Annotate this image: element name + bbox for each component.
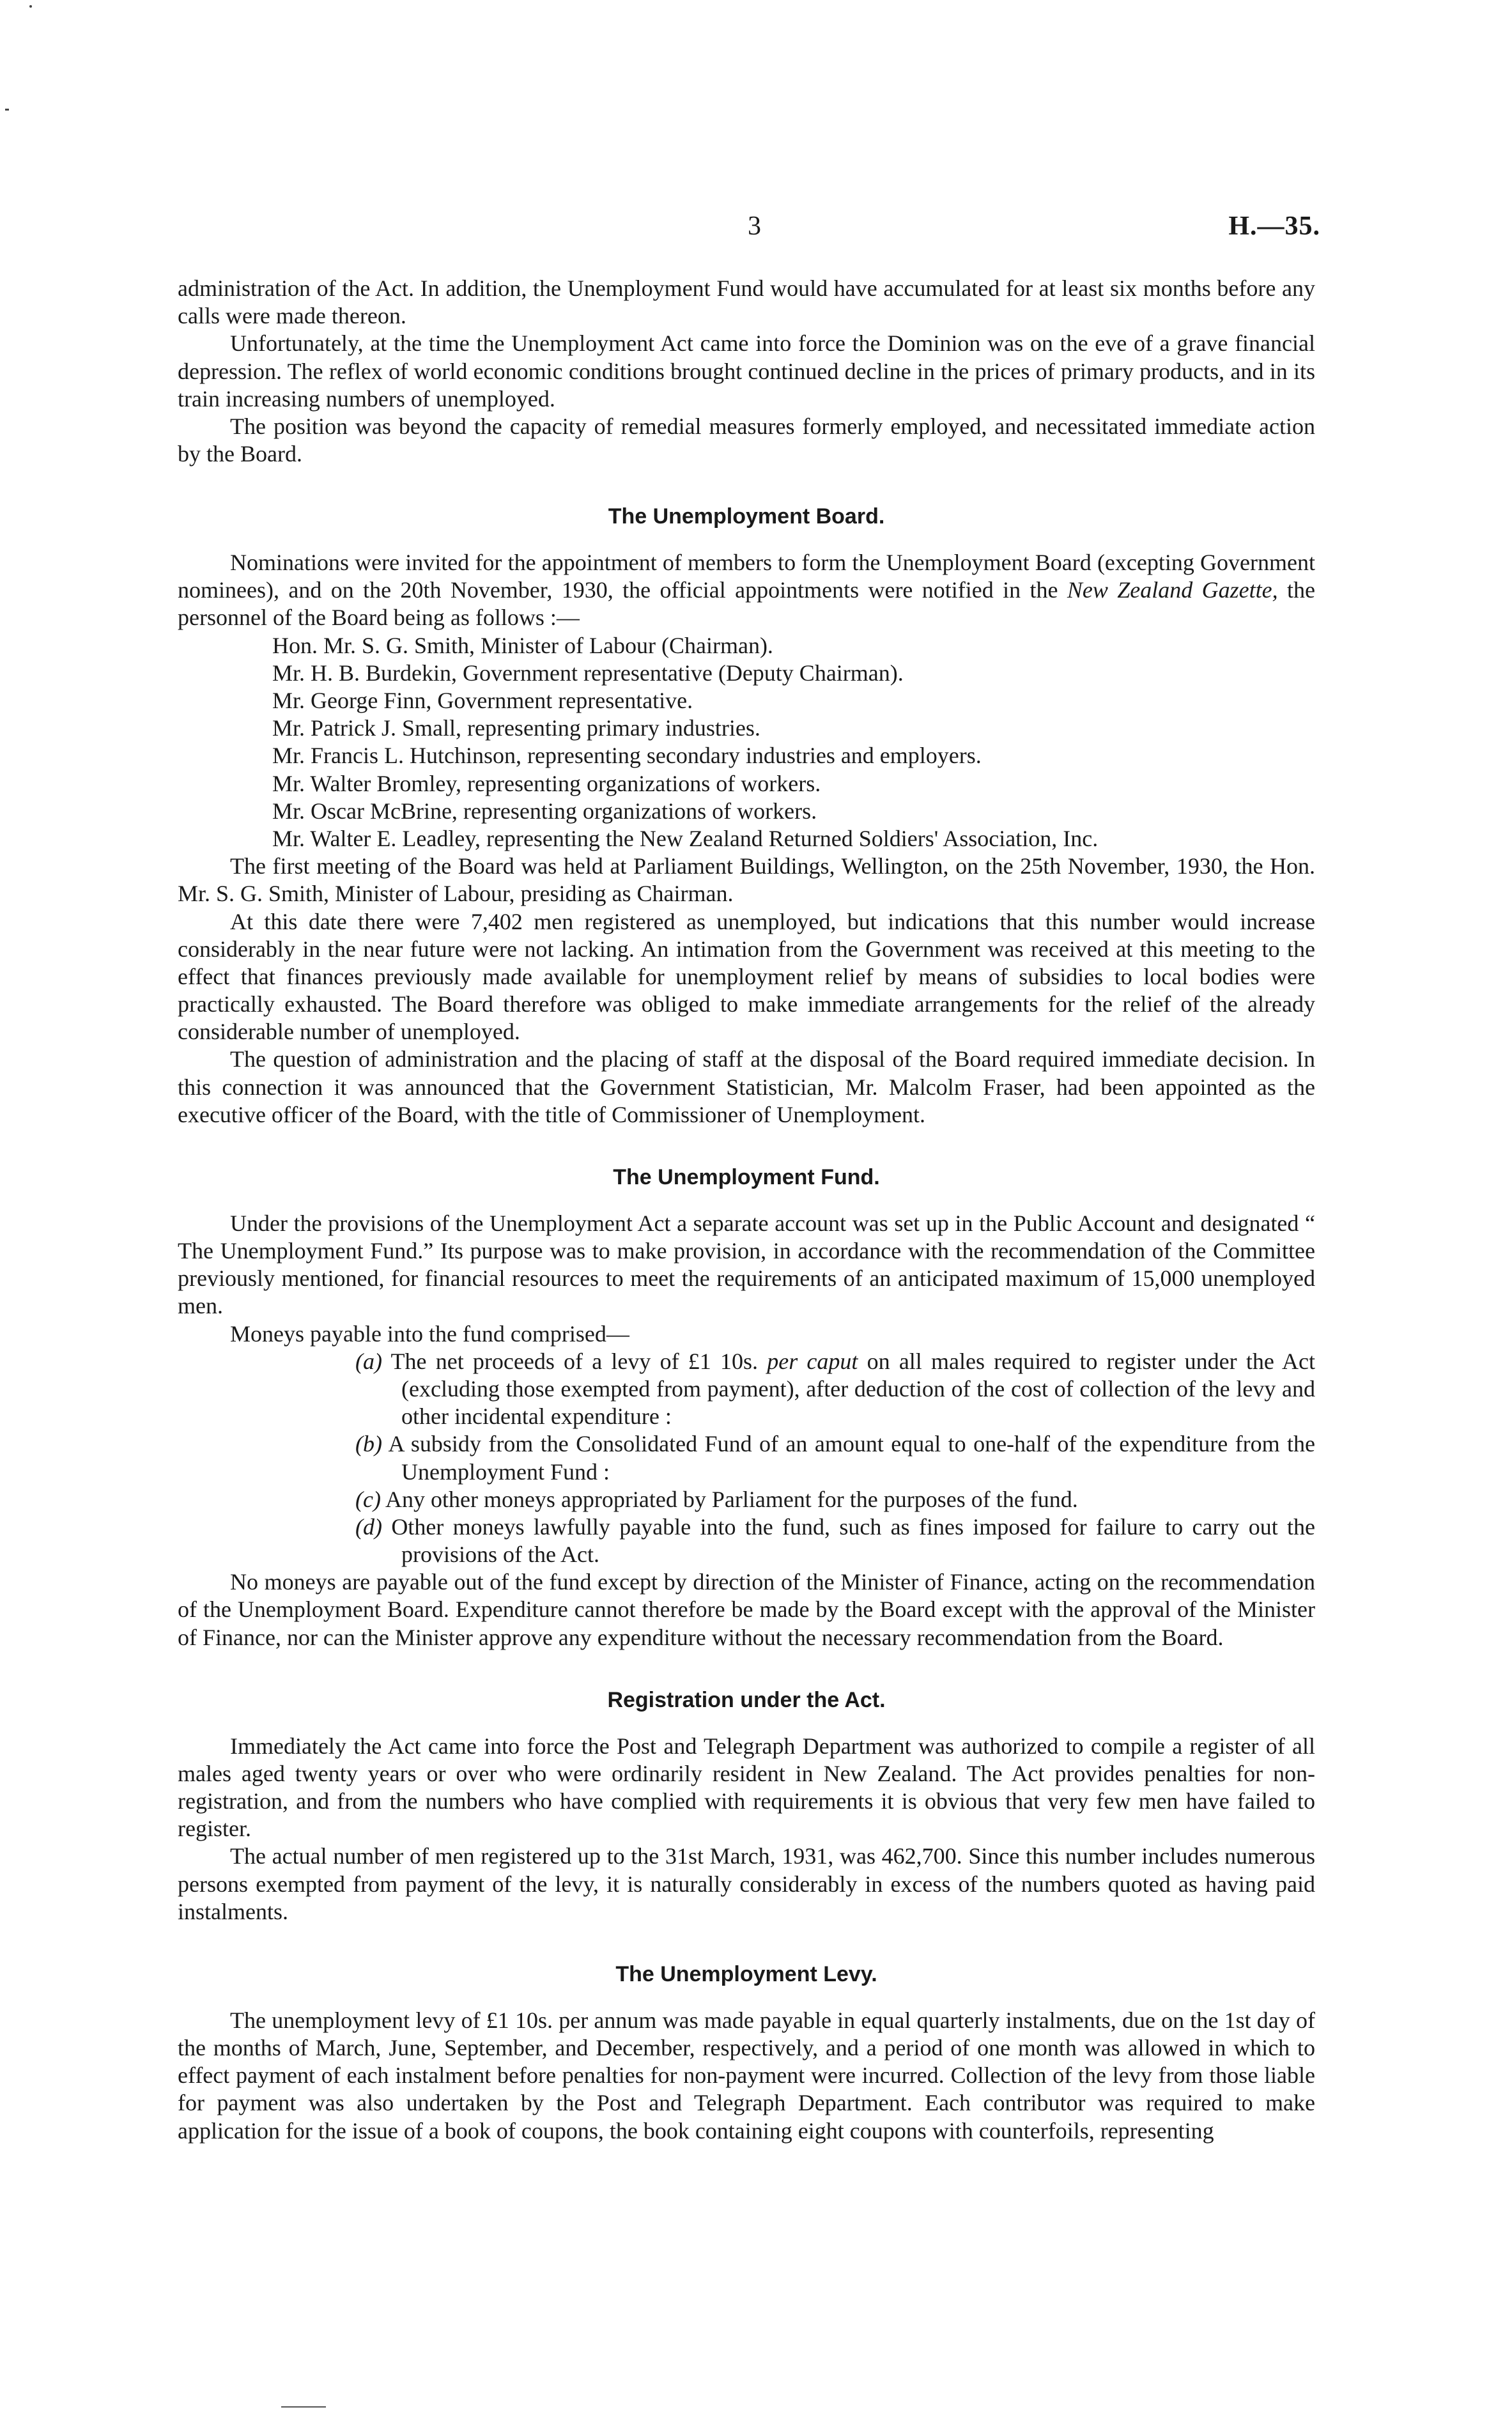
list-item: Mr. George Finn, Government representative. [272, 688, 693, 714]
document-body [178, 275, 1315, 2145]
scan-mark [5, 109, 9, 111]
paragraph: The unemployment levy of £1 10s. per annum was made payable in equal quarterly instalments, due on the 1st day of the months of March, June, September, and December, respectively, and a period of one month was allowed in which to effect payment of each instalment before penalties for non-payment were incurred. Collection of the levy from those liable for payment was also undertaken by the Post and Telegraph Department. Each contributor was required to make application for the issue of a book of coupons, the book containing eight coupons with counterfoils, representing [178, 2007, 1315, 2144]
list-item: Mr. H. B. Burdekin, Government representative (Deputy Chairman). [272, 660, 904, 686]
fund-sources-list [178, 1348, 1315, 1569]
paragraph: The position was beyond the capacity of remedial measures formerly employed, and necessitated immediate action by the Board. [178, 413, 1315, 467]
scan-mark [29, 5, 32, 8]
list-item: Mr. Walter E. Leadley, representing the New Zealand Returned Soldiers' Association, Inc. [272, 825, 1099, 851]
list-item: Mr. Patrick J. Small, representing primary industries. [272, 715, 760, 741]
paragraph: The actual number of men registered up to the 31st March, 1931, was 462,700. Since this number includes numerous persons exempted from payment of the levy, it is naturally considerably in excess of the numbers quoted as having paid instalments. [178, 1843, 1315, 1924]
section-heading-board: The Unemployment Board. [608, 504, 885, 529]
paragraph: Moneys payable into the fund comprised— [230, 1320, 629, 1347]
footer-rule [281, 2406, 326, 2408]
list-item: Hon. Mr. S. G. Smith, Minister of Labour (Chairman). [272, 632, 773, 658]
paragraph: Unfortunately, at the time the Unemployment Act came into force the Dominion was on the eve of a grave financial depression. The reflex of world economic conditions brought continued decline in the prices of primary products, and in its train increasing numbers of unemployed. [178, 330, 1315, 412]
section-heading-registration: Registration under the Act. [607, 1687, 886, 1712]
list-item: Mr. Walter Bromley, representing organizations of workers. [272, 770, 821, 796]
paragraph: administration of the Act. In addition, the Unemployment Fund would have accumulated for at least six months before any calls were made thereon. [178, 275, 1315, 329]
paragraph: The first meeting of the Board was held at Parliament Buildings, Wellington, on the 25th November, 1930, the Hon. Mr. S. G. Smith, Minister of Labour, presiding as Chairman. [178, 853, 1315, 907]
board-member-list [178, 632, 1315, 853]
list-item: (c) Any other moneys appropriated by Parliament for the purposes of the fund. [355, 1486, 1078, 1512]
document-reference: H.—35. [1228, 212, 1320, 241]
page-number: 3 [748, 212, 761, 241]
list-item: (a) The net proceeds of a levy of £1 10s. per caput on all males required to register under the Act (excluding those exempted from payment), after deduction of the cost of collection of the levy and other incidental expenditure : [355, 1348, 1316, 1430]
paragraph: Nominations were invited for the appointment of members to form the Unemployment Board (excepting Government nominees), and on the 20th November, 1930, the official appointments were notified in the New Zealand Gazette, the personnel of the Board being as follows :— [178, 550, 1315, 631]
paragraph: The question of administration and the placing of staff at the disposal of the Board required immediate decision. In this connection it was announced that the Government Statistician, Mr. Malcolm Fraser, had been appointed as the executive officer of the Board, with the title of Commissioner of Unemployment. [178, 1046, 1315, 1127]
list-item: (d) Other moneys lawfully payable into the fund, such as fines imposed for failure to carry out the provisions of the Act. [355, 1513, 1316, 1568]
list-item: Mr. Francis L. Hutchinson, representing secondary industries and employers. [272, 743, 982, 769]
paragraph: At this date there were 7,402 men registered as unemployed, but indications that this number would increase considerably in the near future were not lacking. An intimation from the Government was received at this meeting to the effect that finances previously made available for unemployment relief by means of subsidies to local bodies were practically exhausted. The Board therefore was obliged to make immediate arrangements for the relief of the already considerable number of unemployed. [178, 908, 1315, 1045]
paragraph: No moneys are payable out of the fund except by direction of the Minister of Finance, acting on the recommendation of the Unemployment Board. Expenditure cannot therefore be made by the Board except with the approval of the Minister of Finance, nor can the Minister approve any expenditure without the necessary recommendation from the Board. [178, 1569, 1315, 1650]
paragraph: Immediately the Act came into force the Post and Telegraph Department was authorized to compile a register of all males aged twenty years or over who were ordinarily resident in New Zealand. The Act provides penalties for non-registration, and from the numbers who have complied with requirements it is obvious that very few men have failed to register. [178, 1733, 1315, 1842]
section-heading-levy: The Unemployment Levy. [615, 1961, 877, 1986]
list-item: (b) A subsidy from the Consolidated Fund of an amount equal to one-half of the expenditure from the Unemployment Fund : [355, 1431, 1316, 1485]
paragraph: Under the provisions of the Unemployment Act a separate account was set up in the Public Account and designated “ The Unemployment Fund.” Its purpose was to make provision, in accordance with the recommendation of the Committee previously mentioned, for financial resources to meet the requirements of an anticipated maximum of 15,000 unemployed men. [178, 1210, 1315, 1319]
section-heading-fund: The Unemployment Fund. [613, 1165, 880, 1190]
list-item: Mr. Oscar McBrine, representing organizations of workers. [272, 798, 817, 824]
page-header [0, 211, 1512, 249]
